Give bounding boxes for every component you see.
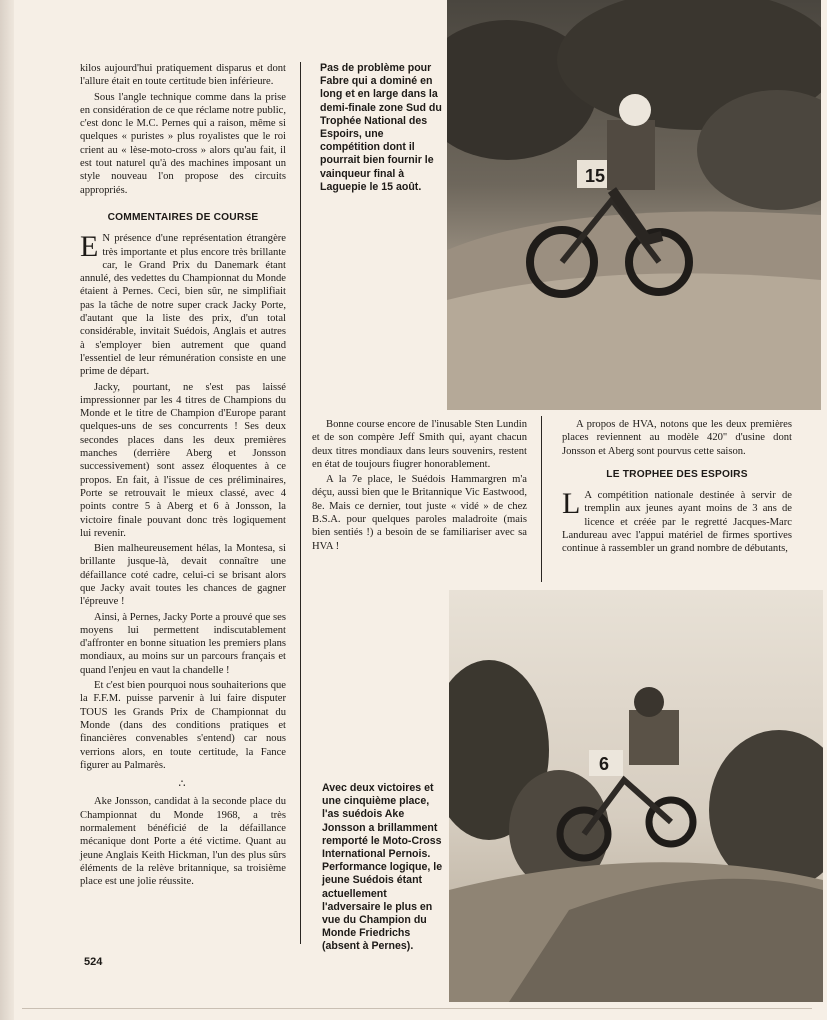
drop-cap: E bbox=[80, 230, 99, 264]
photo-rider-jonsson bbox=[449, 590, 823, 1002]
paragraph-with-dropcap bbox=[80, 232, 286, 378]
paragraph: A propos de HVA, notons que les deux premières places reviennent au modèle 420" d'usine dont Jonsson et Aberg sont pourvus cette saison. bbox=[562, 419, 792, 457]
paragraph: Ainsi, à Pernes, Jacky Porte a prouvé que ses moyens lui permettent indiscutablement d'affronter en bonne situation les premiers plans mondiaux, au moins sur un parcours français et quand l'enjeu en vaut la chandelle ! bbox=[80, 611, 286, 676]
paragraph: Bien malheureusement hélas, la Montesa, si brillante jusque-là, devait connaître une défaillance coté cadre, celui-ci se brisant alors que Jacky avait toutes les chances de gagner l'épreuve ! bbox=[80, 543, 286, 608]
paragraph: Ake Jonsson, candidat à la seconde place du Championnat du Monde 1968, a très normalement bénéficié de la défaillance mécanique dont Porte a été victime. Quant au jeune Anglais Keith Hickman, l'un des plus sûrs éléments de la relève britannique, sa troisième place est une jolie réussite. bbox=[80, 796, 286, 888]
paragraph-text: A compétition nationale destinée à servir de tremplin aux jeunes ayant moins de 3 ans de licence et créée par le regretté Jacques-Marc Landureau avec l'appui matériel de firmes sportives continue à rassembler un grand nombre de débutants, bbox=[562, 490, 792, 555]
article-column-middle bbox=[312, 418, 527, 555]
photo-rider-fabre bbox=[447, 0, 821, 410]
page-number: 524 bbox=[84, 956, 103, 968]
section-heading-trophee: LE TROPHEE DES ESPOIRS bbox=[606, 468, 748, 480]
section-heading-commentaires: COMMENTAIRES DE COURSE bbox=[107, 211, 259, 223]
photo-caption-top: Pas de problème pour Fabre qui a dominé en long et en large dans la demi-finale zone Sud du Trophée National des Espoirs, une compétition dont il pourrait bien fournir le vainqueur final à Laguepie le 15 août. bbox=[320, 62, 442, 193]
page-binding-edge bbox=[0, 0, 14, 1020]
paragraph: Sous l'angle technique comme dans la prise en considération de ce que réclame notre public, c'est donc le M.C. Pernes qui a raison, même si quelques « puristes » plus royalistes que le roi crient au « lèse-moto-cross » alors qu'au fait, il est tout naturel qu'à des machines imposant un style nouveau l'on propose des circuits appropriés. bbox=[80, 91, 286, 196]
paragraph: kilos aujourd'hui pratiquement disparus et dont l'allure était en toute certitude bien inférieure. bbox=[80, 63, 286, 88]
section-separator: ∴ bbox=[178, 778, 188, 791]
race-number-plate: 6 bbox=[599, 754, 610, 774]
article-column-right bbox=[562, 418, 792, 558]
article-column-left bbox=[80, 62, 286, 891]
paragraph: Et c'est bien pourquoi nous souhaiterions que la F.F.M. puisse parvenir à lui faire disputer TOUS les Grands Prix de Championnat du Monde (dans des conditions pratiques et financières convenables s'entend) car nous verrions alors, en toute certitude, la Fance figurer au Palmarès. bbox=[80, 680, 286, 771]
column-rule bbox=[541, 416, 542, 582]
paragraph: Bonne course encore de l'inusable Sten Lundin et de son compère Jeff Smith qui, ayant chacun deux titres mondiaux dans leurs souvenirs, restent en état de toujours fiugrer honorablement. bbox=[312, 419, 527, 470]
paragraph-with-dropcap bbox=[562, 489, 792, 555]
page-bottom-edge bbox=[22, 1008, 812, 1009]
paragraph: Jacky, pourtant, ne s'est pas laissé impressionner par les 4 titres de Champions du Monde et le titre de Champion d'Europe parant quelques-uns de ses concurrents ! Ses deux secondes places dans les deux premières manches (derrière Aberg et Jonsson successivement) sont assez éloquentes à ce propos. En fait, à l'issue de ces préliminaires, Porte se retrouvait le mieux classé, avec 4 points contre 5 à Aberg et 6 à Jonsson, la victoire finale pouvant donc très logiquement lui revenir. bbox=[80, 381, 286, 539]
column-rule bbox=[300, 62, 301, 944]
paragraph-text: N présence d'une représentation étrangère très importante et plus encore très brillante car, le Grand Prix du Danemark étant annulé, des vedettes du Championnat du Monde étaient à Pernes. Ceci, bien sûr, ne simplifiait pas la tâche de notre super crack Jacky Porte, d'autant que la liste des prix, d'un total considérable, invitait Suédois, Anglais et autres à s'employer bien autrement que quand l'essentiel de leur rémunération consiste en une prime de départ. bbox=[80, 233, 286, 378]
race-number-plate: 15 bbox=[585, 166, 606, 186]
photo-caption-bottom: Avec deux victoires et une cinquième place, l'as suédois Ake Jonsson a brillamment remporté le Moto-Cross International Pernois. Performance logique, le jeune Suédois étant actuellement l'adversaire le plus en vue du Champion du Monde Friedrichs (absent à Pernes). bbox=[322, 782, 443, 953]
paragraph: A la 7e place, le Suédois Hammargren m'a déçu, aussi bien que le Britannique Vic Eastwood, 8e. Mais ce dernier, tout juste « vidé » de chez B.S.A. pour quelques paroles maladroite (mais bien sentiés !) a besoin de se familiariser avec sa HVA ! bbox=[312, 474, 527, 552]
drop-cap: L bbox=[562, 487, 581, 521]
